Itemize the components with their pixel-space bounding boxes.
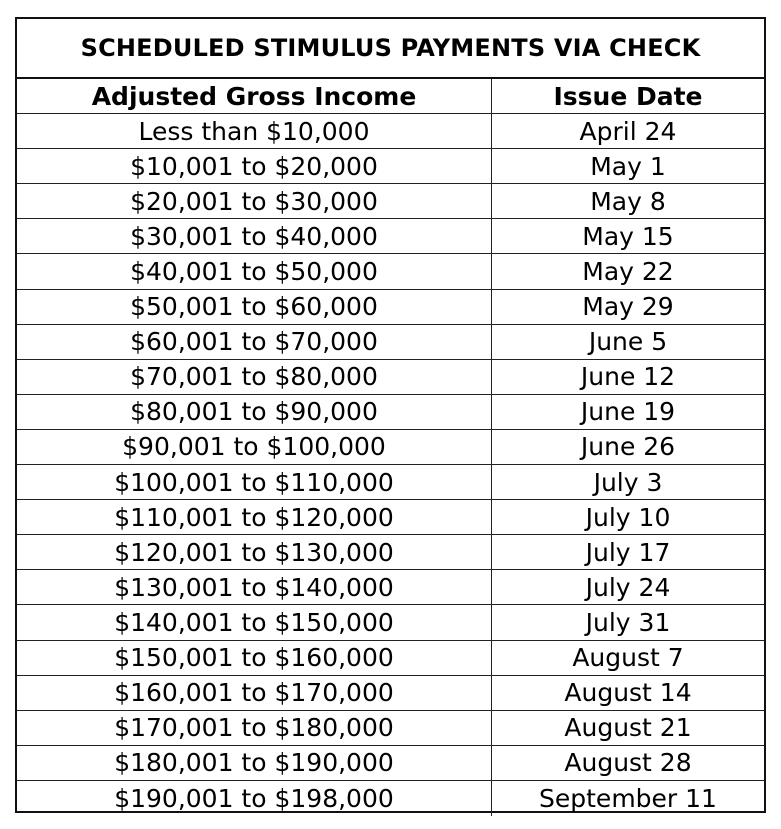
- table-cell-issue-date: September 11: [539, 783, 717, 813]
- stimulus-payment-table: [15, 17, 766, 813]
- table-cell-issue-date: August 14: [492, 676, 764, 711]
- table-cell-income: $50,001 to $60,000: [17, 290, 492, 325]
- table-cell-issue-date: August 21: [492, 711, 764, 746]
- table-cell-income: $90,001 to $100,000: [17, 430, 492, 465]
- table-cell-income: $120,001 to $130,000: [17, 535, 492, 570]
- table-cell-issue-date: May 29: [492, 290, 764, 325]
- table-cell-income: $10,001 to $20,000: [17, 149, 492, 184]
- table-cell-income: $190,001 to $198,000: [17, 781, 492, 816]
- table-cell-income: $150,001 to $160,000: [17, 641, 492, 676]
- table-cell-income: $40,001 to $50,000: [17, 254, 492, 289]
- table-cell-issue-date: July 17: [492, 535, 764, 570]
- table-cell-income: $160,001 to $170,000: [17, 676, 492, 711]
- table-cell-issue-date: August 28: [492, 746, 764, 781]
- table-cell-income: $30,001 to $40,000: [17, 219, 492, 254]
- table-cell-income: $70,001 to $80,000: [17, 360, 492, 395]
- table-cell-issue-date: August 7: [492, 641, 764, 676]
- table-cell-income: Less than $10,000: [17, 114, 492, 149]
- table-cell-issue-date: May 8: [492, 184, 764, 219]
- table-cell-issue-date: May 22: [492, 254, 764, 289]
- table-title: SCHEDULED STIMULUS PAYMENTS VIA CHECK: [17, 19, 764, 79]
- table-grid: [17, 79, 764, 816]
- table-cell-income: $130,001 to $140,000: [17, 570, 492, 605]
- table-cell-issue-date: May 1: [492, 149, 764, 184]
- table-cell-income: $110,001 to $120,000: [17, 500, 492, 535]
- table-cell-issue-date: July 24: [492, 570, 764, 605]
- table-cell-issue-date: May 15: [492, 219, 764, 254]
- table-cell-issue-date: June 12: [492, 360, 764, 395]
- table-cell-issue-date: July 10: [492, 500, 764, 535]
- table-cell-income: $100,001 to $110,000: [17, 465, 492, 500]
- column-header-agi: Adjusted Gross Income: [17, 79, 492, 114]
- table-cell-issue-date: July 3: [492, 465, 764, 500]
- table-cell-income: $180,001 to $190,000: [17, 746, 492, 781]
- table-cell-income: $140,001 to $150,000: [17, 605, 492, 640]
- table-cell-income: $80,001 to $90,000: [17, 395, 492, 430]
- table-cell-issue-date: June 19: [492, 395, 764, 430]
- table-cell-income: $60,001 to $70,000: [17, 325, 492, 360]
- table-cell-income: $170,001 to $180,000: [17, 711, 492, 746]
- table-cell-issue-date: July 31: [492, 605, 764, 640]
- table-cell-issue-date: April 24: [492, 114, 764, 149]
- column-header-issue-date: Issue Date: [492, 79, 764, 114]
- table-cell-income: $20,001 to $30,000: [17, 184, 492, 219]
- table-cell-issue-date: June 26: [492, 430, 764, 465]
- table-cell-issue-date: June 5: [492, 325, 764, 360]
